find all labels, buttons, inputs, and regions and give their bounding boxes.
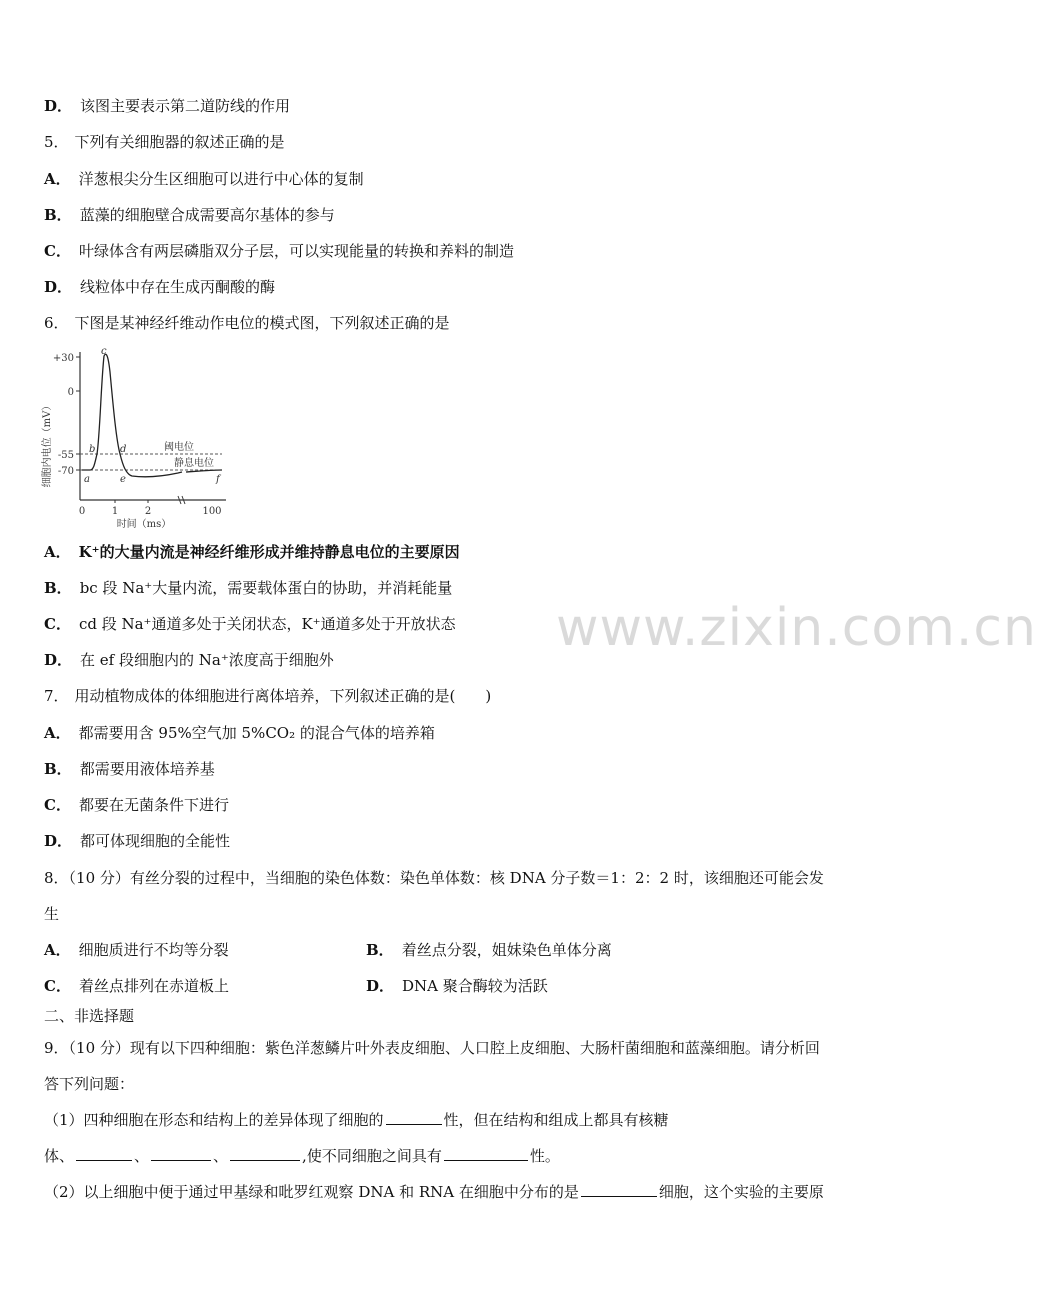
option-text: cd 段 Na⁺通道多处于关闭状态，K⁺通道多处于开放状态 — [78, 615, 456, 633]
answer-blank[interactable] — [230, 1146, 300, 1161]
question-text: 、 — [134, 1147, 150, 1165]
option-label: A． — [44, 170, 71, 188]
option-label: C． — [44, 977, 71, 995]
point-label-d: d — [120, 444, 127, 455]
q5-option-a — [44, 169, 364, 189]
option-text: 在 ef 段细胞内的 Na⁺浓度高于细胞外 — [80, 651, 334, 669]
option-label: D． — [366, 977, 395, 995]
x-tick-label: 0 — [78, 506, 86, 517]
point-label-c: c — [101, 346, 107, 357]
question-text: 、 — [213, 1147, 229, 1165]
question-text: 答下列问题： — [44, 1075, 135, 1093]
action-potential-chart — [40, 344, 240, 530]
point-label-e: e — [120, 474, 126, 485]
option-text: K⁺的大量内流是神经纤维形成并维持静息电位的主要原因 — [78, 543, 460, 561]
answer-blank[interactable] — [581, 1182, 657, 1197]
q7-option-c — [44, 795, 229, 815]
question-text: 生 — [44, 905, 60, 923]
x-tick-label: 2 — [144, 506, 152, 517]
option-text: bc 段 Na⁺大量内流，需要载体蛋白的协助，并消耗能量 — [79, 579, 453, 597]
question-number: 8． — [44, 869, 69, 887]
option-label: B． — [366, 941, 394, 959]
question-number: 7． — [44, 687, 69, 705]
x-tick-label: 100 — [202, 506, 222, 517]
q9-part1 — [44, 1110, 669, 1130]
q8-option-a — [44, 941, 229, 959]
option-label: C． — [44, 796, 71, 814]
question-text: （10 分）现有以下四种细胞：紫色洋葱鳞片叶外表皮细胞、人口腔上皮细胞、大肠杆菌细胞和蓝藻细胞。请分析回 — [68, 1039, 820, 1057]
section-title-text: 二、非选择题 — [44, 1007, 135, 1025]
x-tick-label: 1 — [111, 506, 119, 517]
q9-stem-cont — [44, 1074, 134, 1094]
answer-blank[interactable] — [386, 1110, 442, 1125]
q7-option-a — [44, 723, 435, 743]
y-axis-label: 细胞内电位（mV） — [42, 400, 53, 488]
question-text: （10 分）有丝分裂的过程中，当细胞的染色体数：染色单体数：核 DNA 分子数＝1：2：2 时，该细胞还可能会发 — [68, 869, 824, 887]
option-text: 都需要用含 95%空气加 5%CO₂ 的混合气体的培养箱 — [78, 724, 435, 742]
option-text: 都需要用液体培养基 — [79, 760, 215, 778]
option-label: A． — [44, 543, 71, 561]
question-text: 细胞，这个实验的主要原 — [658, 1183, 824, 1201]
q5-option-c — [44, 241, 514, 261]
q8-stem — [44, 868, 824, 888]
option-text: 都可体现细胞的全能性 — [80, 832, 231, 850]
option-label: D． — [44, 832, 73, 850]
option-text: 蓝藻的细胞壁合成需要高尔基体的参与 — [79, 206, 335, 224]
option-text: 该图主要表示第二道防线的作用 — [80, 97, 291, 115]
q6-option-c — [44, 614, 456, 634]
y-tick-label: +30 — [52, 353, 74, 364]
question-text: 下列有关细胞器的叙述正确的是 — [74, 133, 285, 151]
question-number: 9． — [44, 1039, 69, 1057]
answer-blank[interactable] — [151, 1146, 211, 1161]
q5-option-d — [44, 277, 275, 297]
q7-option-d — [44, 831, 230, 851]
option-label: A． — [44, 941, 71, 959]
option-label: C． — [44, 242, 71, 260]
q8-stem-cont — [44, 904, 59, 924]
question-number: 6． — [44, 314, 69, 332]
y-tick-label: 0 — [67, 387, 74, 398]
option-text: 线粒体中存在生成丙酮酸的酶 — [80, 278, 276, 296]
watermark: www.zixin.com.cn — [556, 598, 1037, 658]
q8-options-row2 — [44, 976, 874, 996]
option-label: A． — [44, 724, 71, 742]
question-text: 性。 — [529, 1147, 560, 1165]
q6-stem — [44, 313, 450, 333]
option-label: D． — [44, 651, 73, 669]
q8-options-row1 — [44, 940, 874, 960]
answer-blank[interactable] — [76, 1146, 132, 1161]
threshold-label: 阈电位 — [164, 442, 194, 453]
q6-option-d — [44, 650, 334, 670]
option-text: 叶绿体含有两层磷脂双分子层，可以实现能量的转换和养料的制造 — [78, 242, 514, 260]
q6-option-a — [44, 542, 460, 562]
option-text: DNA 聚合酶较为活跃 — [402, 977, 548, 995]
q4-option-d — [44, 96, 290, 116]
question-text: 用动植物成体的体细胞进行离体培养，下列叙述正确的是( ) — [74, 687, 492, 705]
point-label-b: b — [89, 444, 96, 455]
question-text: 性，但在结构和组成上都具有核糖 — [443, 1111, 669, 1129]
y-tick-label: -70 — [57, 466, 74, 477]
question-text: 体、 — [44, 1147, 75, 1165]
option-text: 细胞质进行不均等分裂 — [78, 941, 229, 959]
q7-option-b — [44, 759, 215, 779]
q8-option-c — [44, 977, 229, 995]
point-label-a: a — [84, 474, 90, 485]
question-text: ,使不同细胞之间具有 — [302, 1147, 442, 1165]
q8-option-b — [366, 940, 612, 960]
answer-blank[interactable] — [444, 1146, 528, 1161]
q6-option-b — [44, 578, 452, 598]
option-text: 都要在无菌条件下进行 — [78, 796, 229, 814]
resting-label: 静息电位 — [174, 458, 214, 469]
q9-part1-cont — [44, 1146, 560, 1166]
question-text: （1）四种细胞在形态和结构上的差异体现了细胞的 — [44, 1111, 384, 1129]
option-text: 着丝点排列在赤道板上 — [78, 977, 229, 995]
option-label: C． — [44, 615, 71, 633]
question-number: 5． — [44, 133, 69, 151]
q9-part2 — [44, 1182, 824, 1202]
y-tick-label: -55 — [57, 450, 74, 461]
q5-option-b — [44, 205, 335, 225]
q9-stem — [44, 1038, 820, 1058]
section-title — [44, 1006, 134, 1026]
option-label: B． — [44, 579, 72, 597]
question-text: 下图是某神经纤维动作电位的模式图，下列叙述正确的是 — [74, 314, 450, 332]
option-label: D． — [44, 278, 73, 296]
q8-option-d — [366, 976, 548, 996]
option-text: 洋葱根尖分生区细胞可以进行中心体的复制 — [78, 170, 364, 188]
option-label: D． — [44, 97, 73, 115]
option-label: B． — [44, 760, 72, 778]
question-text: （2）以上细胞中便于通过甲基绿和吡罗红观察 DNA 和 RNA 在细胞中分布的是 — [44, 1183, 579, 1201]
option-text: 着丝点分裂，姐妹染色单体分离 — [401, 941, 612, 959]
q7-stem — [44, 686, 491, 706]
x-axis-label: 时间（ms） — [116, 519, 172, 530]
option-label: B． — [44, 206, 72, 224]
point-label-f: f — [216, 474, 220, 485]
q5-stem — [44, 132, 285, 152]
